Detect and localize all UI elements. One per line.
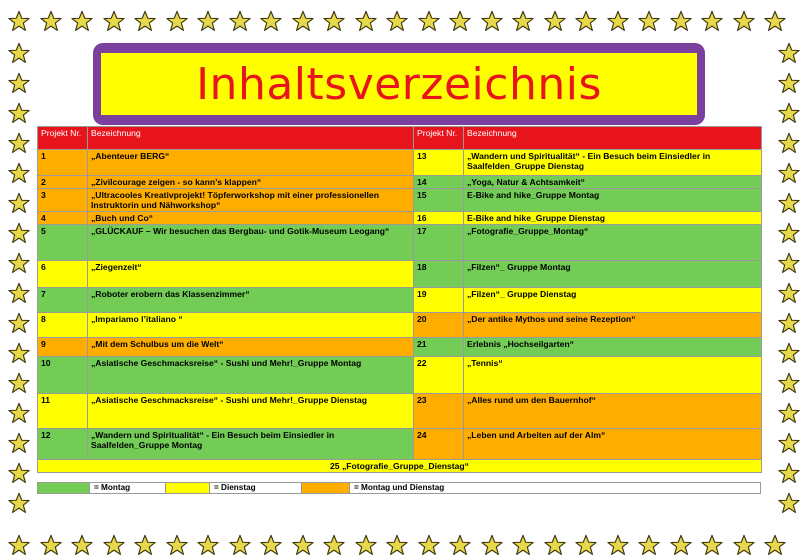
star-icon [778, 162, 800, 184]
star-icon [71, 10, 93, 32]
project-title: „Abenteuer BERG“ [88, 150, 414, 176]
star-icon [197, 534, 219, 556]
project-title: „Ziegenzeit“ [88, 261, 414, 288]
star-icon [418, 10, 440, 32]
star-icon [778, 402, 800, 424]
star-icon [449, 10, 471, 32]
star-icon [323, 534, 345, 556]
project-number: 23 [414, 394, 464, 429]
star-icon [512, 10, 534, 32]
table-row [38, 150, 762, 176]
project-title: „Alles rund um den Bauernhof“ [464, 394, 762, 429]
project-title: „Asiatische Geschmacksreise“ - Sushi und Mehr!_Gruppe Dienstag [88, 394, 414, 429]
table-row [38, 357, 762, 394]
project-title: „Wandern und Spiritualität“ - Ein Besuch beim Einsiedler in Saalfelden_Gruppe Dienstag [464, 150, 762, 176]
star-icon [323, 10, 345, 32]
star-icon [386, 534, 408, 556]
star-icon [778, 72, 800, 94]
star-icon [481, 10, 503, 32]
project-number: 16 [414, 212, 464, 225]
star-icon [8, 42, 30, 64]
star-icon [8, 222, 30, 244]
table-of-contents [37, 126, 762, 473]
project-title: „Der antike Mythos und seine Rezeption“ [464, 313, 762, 338]
star-icon [544, 10, 566, 32]
project-title: „GLÜCKAUF – Wir besuchen das Bergbau- und Gotik-Museum Leogang“ [88, 225, 414, 261]
project-number: 8 [38, 313, 88, 338]
project-number: 22 [414, 357, 464, 394]
star-icon [778, 432, 800, 454]
star-icon [701, 10, 723, 32]
star-icon [103, 10, 125, 32]
star-icon [8, 372, 30, 394]
project-number: 11 [38, 394, 88, 429]
star-icon [778, 342, 800, 364]
star-icon [8, 342, 30, 364]
table-row [38, 212, 762, 225]
project-title: „Yoga, Natur & Achtsamkeit“ [464, 176, 762, 189]
project-number: 13 [414, 150, 464, 176]
project-number: 10 [38, 357, 88, 394]
star-icon [418, 534, 440, 556]
project-title: „Fotografie_Gruppe_Montag“ [464, 225, 762, 261]
star-icon [778, 192, 800, 214]
star-icon [8, 252, 30, 274]
star-icon [575, 534, 597, 556]
star-icon [8, 462, 30, 484]
table-row [38, 429, 762, 460]
star-icon [166, 534, 188, 556]
table-header-row [38, 127, 762, 150]
project-number: 15 [414, 189, 464, 212]
star-icon [355, 534, 377, 556]
star-icon [71, 534, 93, 556]
star-icon [607, 534, 629, 556]
header-project-nr-left: Projekt Nr. [38, 127, 88, 150]
star-icon [8, 102, 30, 124]
star-icon [386, 10, 408, 32]
project-number: 21 [414, 338, 464, 357]
star-icon [8, 162, 30, 184]
star-icon [764, 10, 786, 32]
project-title: „Leben und Arbeiten auf der Alm“ [464, 429, 762, 460]
table-row [38, 225, 762, 261]
star-icon [166, 10, 188, 32]
star-icon [778, 132, 800, 154]
color-legend [37, 482, 761, 494]
star-icon [778, 492, 800, 514]
star-icon [260, 534, 282, 556]
star-icon [40, 534, 62, 556]
star-icon [778, 462, 800, 484]
star-icon [733, 534, 755, 556]
project-title: „Buch und Co“ [88, 212, 414, 225]
star-icon [778, 312, 800, 334]
project-title: „Ultracooles Kreativprojekt! Töpferworkshop mit einer professionellen Instruktorin und Nähworkshop“ [88, 189, 414, 212]
star-icon [481, 534, 503, 556]
star-icon [8, 492, 30, 514]
project-title: „Zivilcourage zeigen - so kann’s klappen“ [88, 176, 414, 189]
star-icon [134, 10, 156, 32]
star-icon [260, 10, 282, 32]
legend-label-both: = Montag und Dienstag [354, 483, 445, 492]
project-title: „Roboter erobern das Klassenzimmer“ [88, 288, 414, 313]
project-number: 14 [414, 176, 464, 189]
star-icon [670, 534, 692, 556]
star-icon [449, 534, 471, 556]
project-number: 19 [414, 288, 464, 313]
project-number: 6 [38, 261, 88, 288]
table-row [38, 338, 762, 357]
star-icon [355, 10, 377, 32]
star-icon [8, 534, 30, 556]
legend-label-dienstag: = Dienstag [210, 483, 302, 493]
header-project-nr-right: Projekt Nr. [414, 127, 464, 150]
title-panel [101, 53, 697, 115]
star-icon [778, 252, 800, 274]
project-title: E-Bike and hike_Gruppe Dienstag [464, 212, 762, 225]
project-number: 20 [414, 313, 464, 338]
project-title: „Filzen“_ Gruppe Dienstag [464, 288, 762, 313]
star-icon [764, 534, 786, 556]
legend-swatch-dienstag [166, 483, 210, 493]
star-icon [778, 102, 800, 124]
project-number: 18 [414, 261, 464, 288]
project-title: Erlebnis „Hochseilgarten“ [464, 338, 762, 357]
star-icon [607, 10, 629, 32]
star-icon [8, 132, 30, 154]
project-title: „Impariamo l’italiano “ [88, 313, 414, 338]
legend-label-montag: = Montag [90, 483, 166, 493]
star-icon [575, 10, 597, 32]
legend-swatch-montag [38, 483, 90, 493]
header-bezeichnung-right: Bezeichnung [464, 127, 762, 150]
star-icon [778, 222, 800, 244]
star-icon [229, 10, 251, 32]
star-icon [638, 534, 660, 556]
project-title: „Wandern und Spiritualität“ - Ein Besuch beim Einsiedler in Saalfelden_Gruppe Montag [88, 429, 414, 460]
table-row [38, 189, 762, 212]
legend-swatch-both [302, 483, 350, 493]
star-icon [638, 10, 660, 32]
star-icon [292, 10, 314, 32]
star-icon [778, 282, 800, 304]
star-icon [670, 10, 692, 32]
star-icon [8, 312, 30, 334]
star-icon [701, 534, 723, 556]
project-title: E-Bike and hike_Gruppe Montag [464, 189, 762, 212]
project-number: 5 [38, 225, 88, 261]
star-icon [134, 534, 156, 556]
star-icon [229, 534, 251, 556]
table-row [38, 394, 762, 429]
project-25-title: 25 „Fotografie_Gruppe_Dienstag“ [38, 460, 762, 473]
project-title: „Asiatische Geschmacksreise“ - Sushi und Mehr!_Gruppe Montag [88, 357, 414, 394]
title-frame [93, 43, 705, 125]
star-icon [292, 534, 314, 556]
project-number: 3 [38, 189, 88, 212]
project-title: „Mit dem Schulbus um die Welt“ [88, 338, 414, 357]
table-row [38, 288, 762, 313]
table-row [38, 261, 762, 288]
table-row [38, 313, 762, 338]
project-number: 7 [38, 288, 88, 313]
star-icon [8, 282, 30, 304]
star-icon [733, 10, 755, 32]
project-number: 12 [38, 429, 88, 460]
project-number: 17 [414, 225, 464, 261]
star-icon [8, 72, 30, 94]
star-icon [544, 534, 566, 556]
star-icon [8, 432, 30, 454]
star-icon [40, 10, 62, 32]
star-icon [778, 372, 800, 394]
project-number: 9 [38, 338, 88, 357]
star-icon [103, 534, 125, 556]
star-icon [512, 534, 534, 556]
project-number: 24 [414, 429, 464, 460]
table-row [38, 176, 762, 189]
project-title: „Tennis“ [464, 357, 762, 394]
star-icon [8, 10, 30, 32]
project-number: 2 [38, 176, 88, 189]
project-number: 1 [38, 150, 88, 176]
star-icon [8, 192, 30, 214]
table-footer-row [38, 460, 762, 473]
project-number: 4 [38, 212, 88, 225]
header-bezeichnung-left: Bezeichnung [88, 127, 414, 150]
star-icon [197, 10, 219, 32]
page-title: Inhaltsverzeichnis [196, 58, 602, 110]
star-icon [778, 42, 800, 64]
project-title: „Filzen“_ Gruppe Montag [464, 261, 762, 288]
star-icon [8, 402, 30, 424]
